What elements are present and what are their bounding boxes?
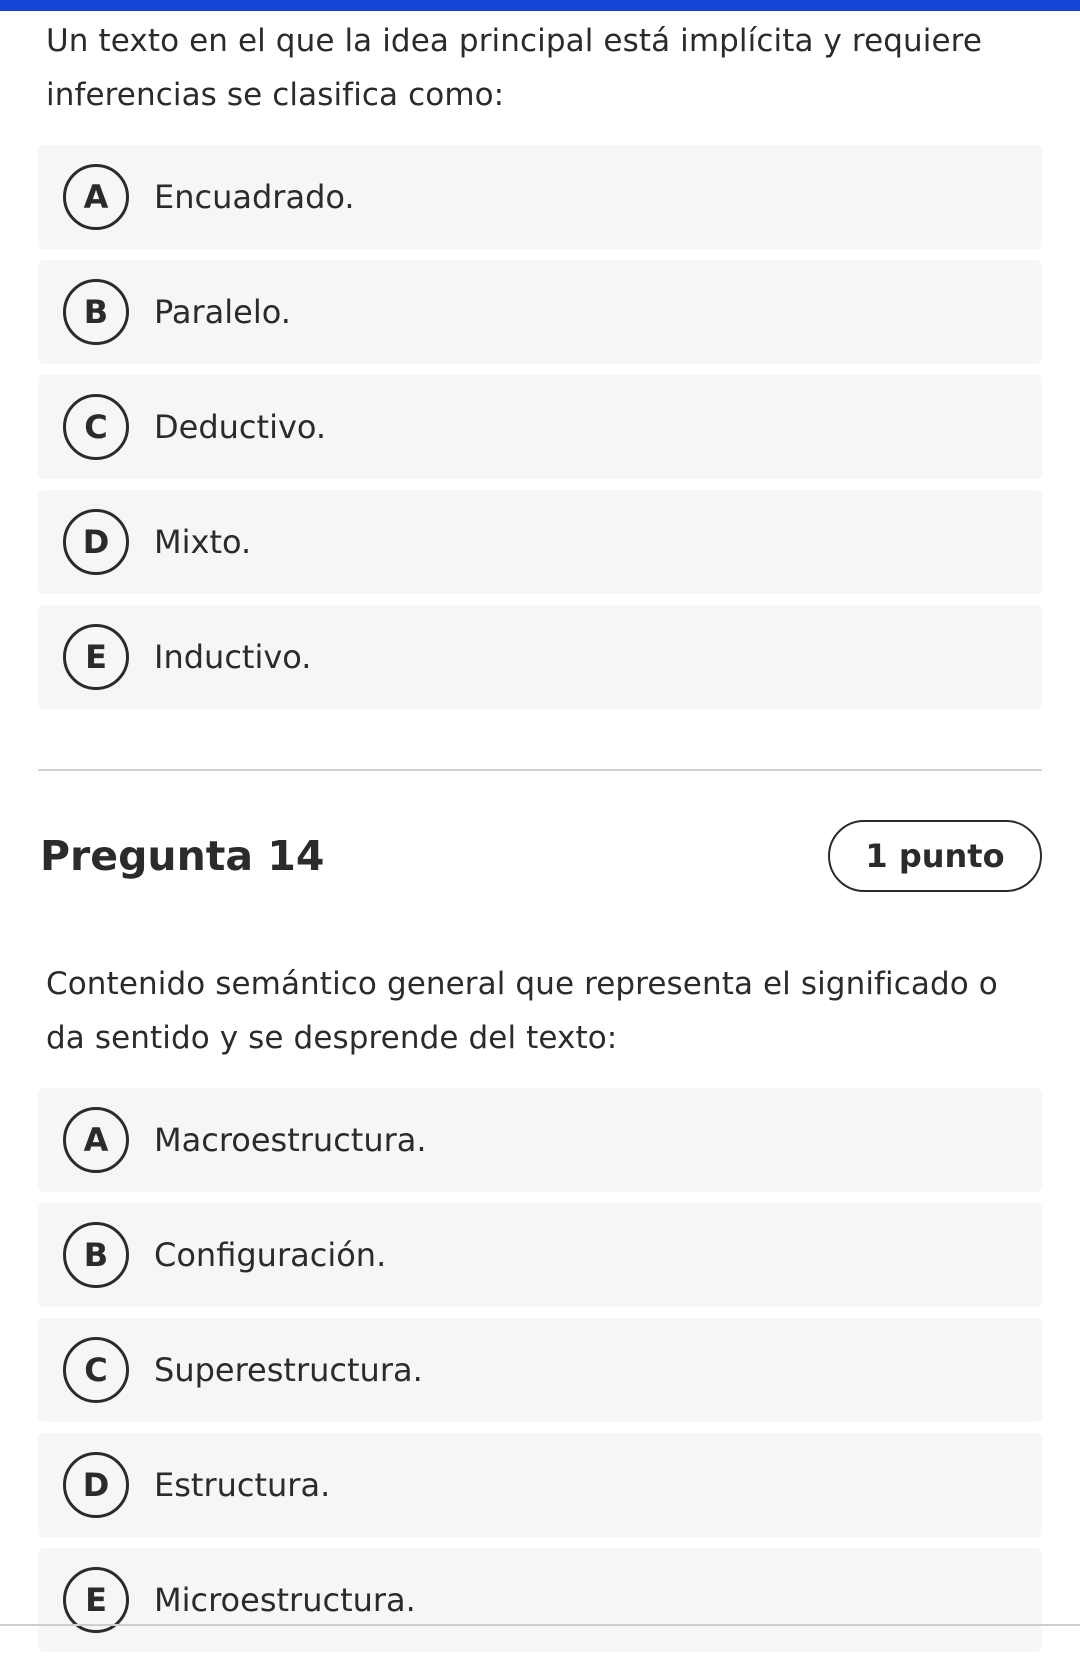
option-label: Configuración. — [154, 1236, 387, 1274]
question-13-option-a[interactable] — [38, 145, 1042, 249]
option-letter-badge: A — [63, 1107, 129, 1173]
question-14-option-e[interactable] — [38, 1548, 1042, 1652]
question-14-option-a[interactable] — [38, 1088, 1042, 1192]
question-14-header — [38, 820, 1042, 892]
question-divider — [38, 769, 1042, 771]
option-label: Inductivo. — [154, 638, 312, 676]
question-title: Pregunta 14 — [40, 832, 325, 880]
option-label: Deductivo. — [154, 408, 327, 446]
question-14-text-line-1: Contenido semántico general que representa el significado o — [46, 966, 998, 1002]
option-label: Superestructura. — [154, 1351, 423, 1389]
option-letter-badge: D — [63, 509, 129, 575]
question-13-option-e[interactable] — [38, 605, 1042, 709]
question-14-option-d[interactable] — [38, 1433, 1042, 1537]
option-letter-badge: E — [63, 1567, 129, 1633]
points-badge: 1 punto — [828, 820, 1042, 892]
option-letter-badge: B — [63, 279, 129, 345]
option-label: Encuadrado. — [154, 178, 355, 216]
question-13-text-line-2: inferencias se clasifica como: — [46, 77, 505, 113]
option-letter-badge: A — [63, 164, 129, 230]
question-14-text-line-2: da sentido y se desprende del texto: — [46, 1020, 618, 1056]
option-label: Mixto. — [154, 523, 252, 561]
question-14-option-b[interactable] — [38, 1203, 1042, 1307]
question-13-option-d[interactable] — [38, 490, 1042, 594]
question-13-option-b[interactable] — [38, 260, 1042, 364]
option-letter-badge: C — [63, 1337, 129, 1403]
top-accent-bar — [0, 0, 1080, 11]
question-13-options — [38, 145, 1042, 720]
option-label: Macroestructura. — [154, 1121, 427, 1159]
option-label: Microestructura. — [154, 1581, 416, 1619]
option-letter-badge: C — [63, 394, 129, 460]
question-14-option-c[interactable] — [38, 1318, 1042, 1422]
question-13-text — [46, 14, 1026, 122]
bottom-edge-line — [0, 1624, 1080, 1626]
question-13-option-c[interactable] — [38, 375, 1042, 479]
option-letter-badge: E — [63, 624, 129, 690]
option-letter-badge: D — [63, 1452, 129, 1518]
option-label: Estructura. — [154, 1466, 331, 1504]
option-letter-badge: B — [63, 1222, 129, 1288]
question-14-options — [38, 1088, 1042, 1663]
question-14-text — [46, 957, 1026, 1065]
question-13-text-line-1: Un texto en el que la idea principal está implícita y requiere — [46, 23, 983, 59]
option-label: Paralelo. — [154, 293, 291, 331]
